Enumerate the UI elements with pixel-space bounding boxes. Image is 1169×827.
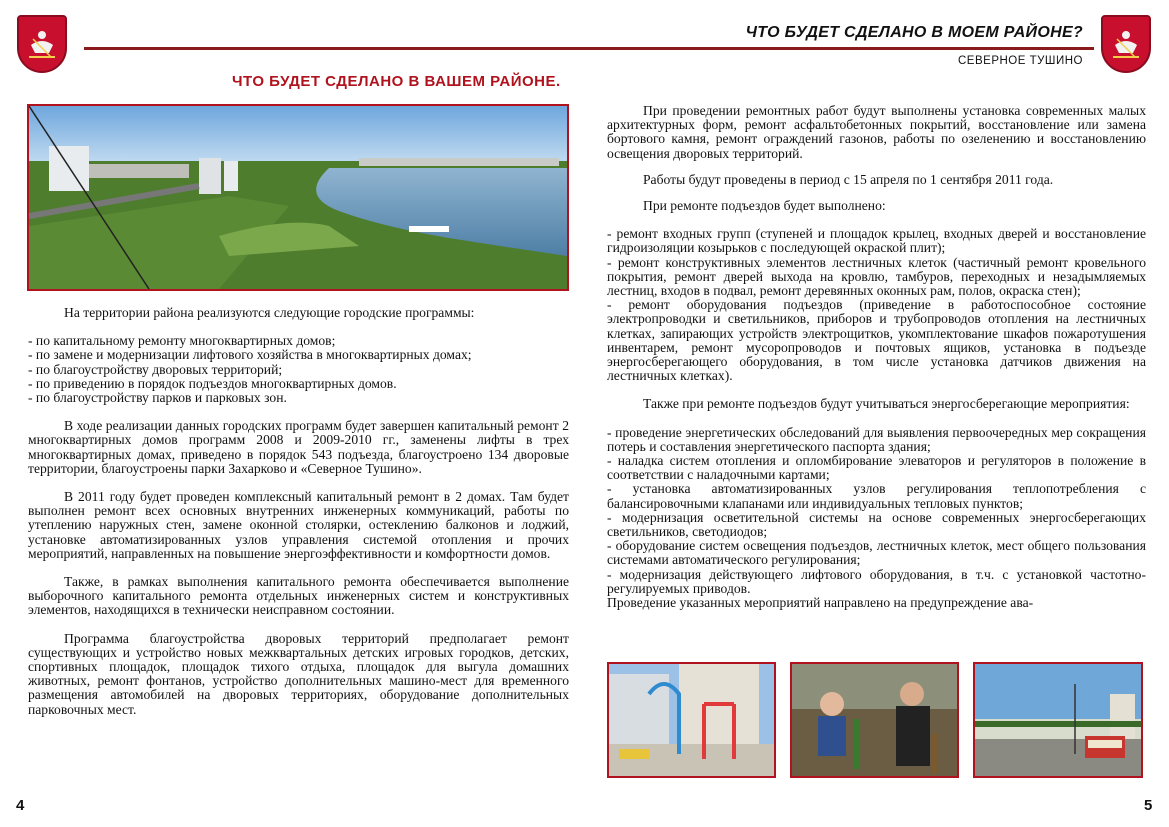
list-item: - по благоустройству дворовых территорий; [28,361,283,377]
moscow-emblem-right [1101,15,1151,73]
list-item: - ремонт входных групп (ступеней и площадок крылец, входных дверей и восстановление гидроизоляции козырьков с последующей окраской плит); [607,226,1146,256]
paragraph: Проведение указанных мероприятий направлено на предупреждение ава- [607,595,1034,611]
district-panorama-photo [27,104,569,291]
page-title: ЧТО БУДЕТ СДЕЛАНО В МОЕМ РАЙОНЕ? [745,24,1083,41]
paragraph: В ходе реализации данных городских программ будет завершен капитальный ремонт 2 многоквартирных домов программ 2008 и 2009-2010 гг., заменены лифты в трех многоквартирных домах, приведено в порядок 543 подъезда, благоустроено 134 дворовые территории, благоустроены парки Захарково и «Северное Тушино». [28,418,569,476]
saint-george-icon [25,23,59,63]
paragraph: Программа благоустройства дворовых территорий предполагает ремонт существующих и устройство новых межквартальных детских игровых городков, детских, спортивных площадок, площадок тихого отдыха, площадок для выгула домашних животных, ремонт фонтанов, устройство дополнительных машино-мест для временного размещения автомобилей на дворовых территориях, оборудование дополнительных парковочных мест. [28,630,569,717]
list-item: - проведение энергетических обследований для выявления первоочередных мер сокращения потерь и составления энергетического паспорта здания; [607,424,1146,454]
list-item: - модернизация осветительной системы на основе современных энергосберегающих светильников, светодиодов; [607,509,1146,540]
list-item: - ремонт конструктивных элементов лестничных клеток (частичный ремонт кровельного покрытия, ремонт дверей выхода на кровлю, тамбуров, переходных и незадымляемых лестниц, входов в подвал, ремонт деревянных оконных рам, полов, окраска стен); [607,254,1146,299]
right-column-text [607,104,1146,610]
list-item: - наладка систем отопления и опломбирование элеваторов и регуляторов в положение в соответствии с наладочными картами; [607,453,1146,483]
list-item: - по капитальному ремонту многоквартирных домов; [28,333,336,349]
paragraph: Также, в рамках выполнения капитального ремонта обеспечивается выполнение выборочного капитального ремонта отдельных инженерных систем и конструктивных элементов, находящихся в технически неисправном состоянии. [28,574,569,618]
list-item: - по приведению в порядок подъездов многоквартирных домов. [28,375,397,391]
list-item: - оборудование систем освещения подъездов, лестничных клеток, мест общего пользования системами автоматического регулирования; [607,538,1146,568]
header-rule [84,47,1094,50]
playground-photo [607,662,776,778]
list-item: - по благоустройству парков и парковых зон. [28,390,287,406]
paragraph: При проведении ремонтных работ будут выполнены установка современных малых архитектурных форм, ремонт асфальтобетонных покрытий, восстановление или замена бортового камня, ремонт ограждений газонов, работы по озеленению и восстановлению освещения дворовых территорий. [607,103,1146,161]
programs-intro: На территории района реализуются следующие городские программы: [64,305,475,320]
tree-planting-photo [790,662,959,778]
list-item: - модернизация действующего лифтового оборудования, в т.ч. с установкой частотно-регулируемых приводов. [607,566,1146,596]
street-tram-photo [973,662,1143,778]
list-item: - установка автоматизированных узлов регулирования теплопотребления с балансировочными клапанами или индивидуальных тепловых пунктов; [607,481,1146,511]
page-number-right: 5 [1144,797,1153,814]
paragraph: В 2011 году будет проведен комплексный капитальный ремонт в 2 домах. Там будет выполнен ремонт всех основных внутренних инженерных коммуникаций, работы по утеплению наружных стен, замене оконной столярки, остеклению балконов и лоджий, установке автоматизированных узлов управления системой отопления и прочих мероприятий, направленных на повышение энергоэффективности и комфортности домов. [28,489,569,561]
moscow-emblem-left [17,15,67,73]
list-item: - по замене и модернизации лифтового хозяйства в многоквартирных домах; [28,347,472,363]
page-number-left: 4 [16,797,25,814]
paragraph: Работы будут проведены в период с 15 апреля по 1 сентября 2011 года. [643,171,1054,187]
saint-george-icon [1109,23,1143,63]
list-item: - ремонт оборудования подъездов (приведение в работоспособное состояние электропроводки и светильников, приборов и трубопроводов отопления на лестничных клетках, запирающих устройств электрощитков, укомплектование шкафов пожаротушения инвентарем, ремонт мусоропроводов и почтовых ящиков, установка в подъезде энергосберегающего оборудования, в том числе установка датчиков движения на лестничных клетках). [607,297,1146,384]
district-subtitle: СЕВЕРНОЕ ТУШИНО [958,55,1083,67]
paragraph: При ремонте подъездов будет выполнено: [643,198,886,214]
left-column-text [28,306,569,717]
section-title: ЧТО БУДЕТ СДЕЛАНО В ВАШЕМ РАЙОНЕ. [232,73,561,90]
paragraph: Также при ремонте подъездов будут учитываться энергосберегающие мероприятия: [643,396,1130,412]
